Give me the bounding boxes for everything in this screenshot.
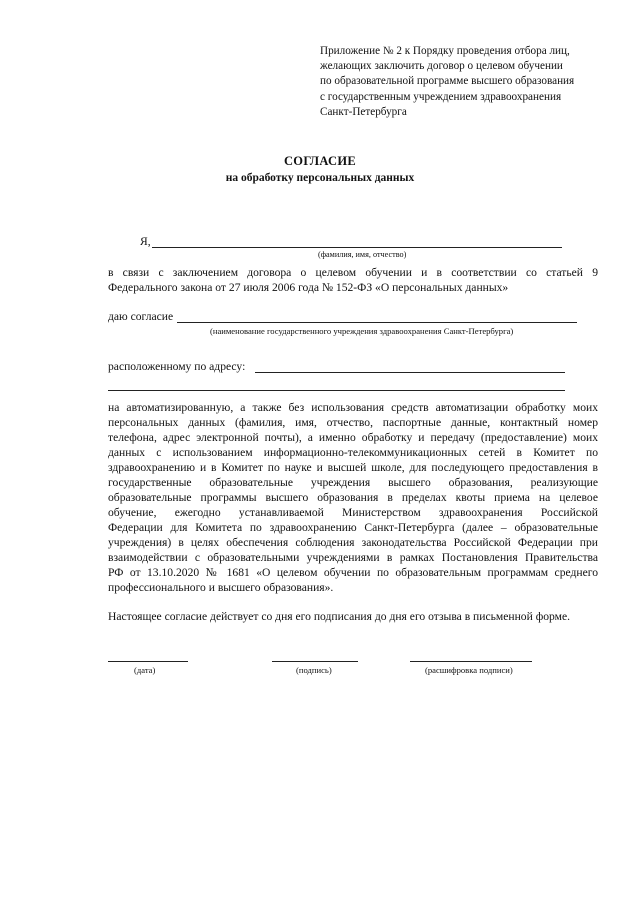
appendix-line: по образовательной программе высшего образования [320,75,575,88]
appendix-line: желающих заключить договор о целевом обучении [320,60,563,73]
person-name-field[interactable] [152,247,562,248]
basis-line: Федерального закона от 27 июля 2006 года № 152-ФЗ «О персональных данных» [108,281,509,294]
signature-caption: (подпись) [296,665,332,675]
body-line: образовательные программы высшего образования в пределах квоты приема на целевое [108,491,598,504]
body-line: Федерации для Комитета по здравоохранению Санкт-Петербурга (далее – образовательные [108,521,598,534]
address-field[interactable] [255,372,565,373]
person-caption: (фамилия, имя, отчество) [318,250,407,259]
signature-decoding-field[interactable] [410,661,532,662]
body-line: на автоматизированную, а также без использования средств автоматизации обработку моих [108,401,598,414]
address-field-line2[interactable] [108,390,565,391]
body-line: РФ от 13.10.2020 № 1681 «О целевом обучении по образовательным программам среднего [108,566,598,579]
body-line: взаимодействии с образовательными учреждениями в рамках Постановления Правительства [108,551,598,564]
date-caption: (дата) [134,665,156,675]
person-prefix: Я, [140,235,151,248]
appendix-line: Приложение № 2 к Порядку проведения отбора лиц, [320,45,570,57]
body-line: телефона, адрес электронной почты), а именно обработку и передачу (предоставление) моих [108,431,598,444]
appendix-line: Санкт-Петербурга [320,105,407,118]
decoding-caption: (расшифровка подписи) [425,665,513,675]
institution-caption: (наименование государственного учреждения здравоохранения Санкт-Петербурга) [210,326,514,336]
consent-body [108,400,598,595]
basis-line: в связи с заключением договора о целевом обучении и в соответствии со статьей 9 [108,266,598,279]
body-line: государственные образовательные учреждения высшего образования, реализующие [108,476,598,489]
institution-name-field[interactable] [177,322,577,323]
consent-prefix: даю согласие [108,310,174,323]
document-subtitle: на обработку персональных данных [225,172,415,184]
address-prefix: расположенному по адресу: [108,360,246,373]
body-line: обучение, ежегодно устанавливаемой Министерством здравоохранения Российской [108,506,598,519]
body-line: персональных данных (фамилия, имя, отчество, паспортные данные, контактный номер [108,416,598,429]
appendix-header [320,44,620,120]
date-field[interactable] [108,661,188,662]
document-title: СОГЛАСИЕ [283,154,357,168]
body-line: здравоохранению и в Комитет по науке и высшей школе, для последующего предоставления в [108,461,598,474]
body-line: профессионального и высшего образования». [108,581,334,594]
closing-statement: Настоящее согласие действует со дня его подписания до дня его отзыва в письменной форме. [108,610,571,623]
signature-field[interactable] [272,661,358,662]
body-line: данных с использованием информационно-телекоммуникационных сетей в Комитет по [108,446,598,459]
appendix-line: с государственным учреждением здравоохранения [320,90,562,103]
body-line: учреждения) в целях обеспечения соблюдения законодательства Российской Федерации при [108,536,598,549]
